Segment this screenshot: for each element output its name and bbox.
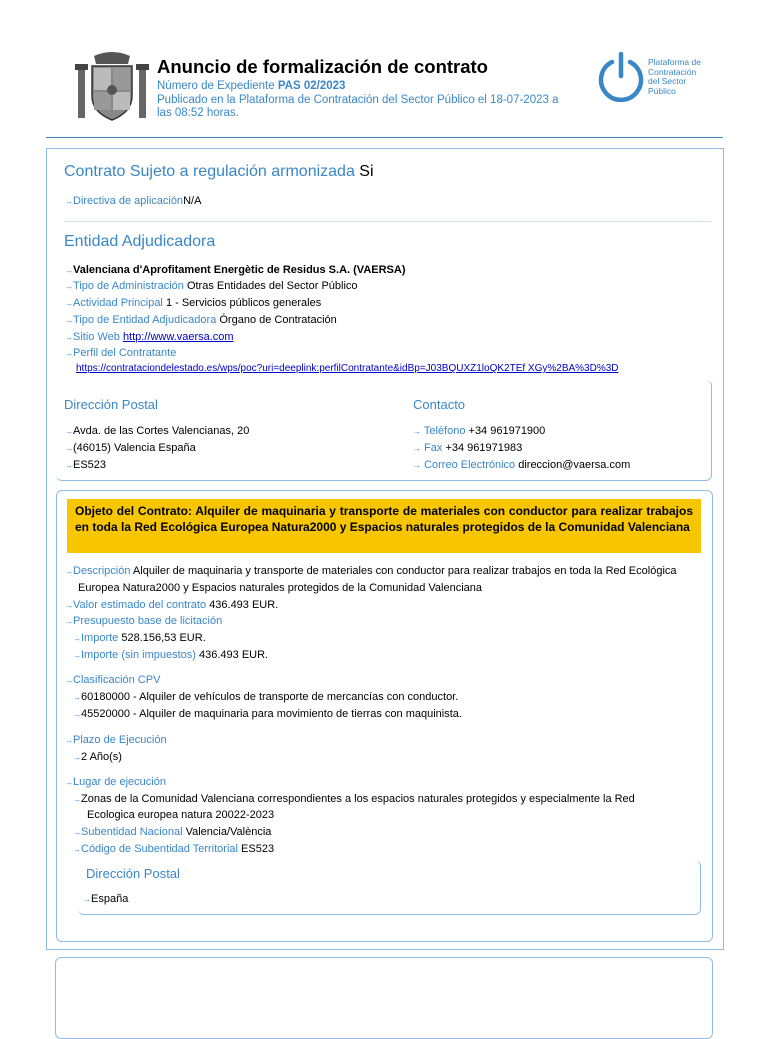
- direccion-line-2: →(46015) Valencia España: [65, 442, 196, 454]
- fax-row: → Fax +34 961971983: [413, 442, 523, 454]
- telefono-row: → Teléfono +34 961971900: [413, 425, 546, 437]
- importe-sin-impuestos-row: →Importe (sin impuestos) 436.493 EUR.: [73, 649, 269, 661]
- perfil-contratante-row: →Perfil del Contratante: [65, 347, 177, 359]
- direccion-line-3: →ES523: [65, 459, 107, 471]
- platform-logo-icon: [596, 52, 646, 102]
- cpv-item: →45520000 - Alquiler de maquinaria para movimiento de tierras con maquinista.: [73, 708, 462, 720]
- perfil-contratante-link[interactable]: https://contrataciondelestado.es/wps/poc?uri=deeplink:perfilContratante&idBp=J03BQUXZ1loQK2TEf XGy%2BA%3D%3D: [76, 363, 619, 374]
- descripcion-row: →Descripción Alquiler de maquinaria y transporte de materiales con conductor para realizar trabajos en toda la Red Ecológica: [65, 565, 677, 577]
- direccion-line-1: →Avda. de las Cortes Valencianas, 20: [65, 425, 250, 437]
- plazo-row: →Plazo de Ejecución: [65, 734, 167, 746]
- importe-row: →Importe 528.156,53 EUR.: [73, 632, 206, 644]
- perfil-contratante-link-row: [76, 362, 619, 376]
- sitio-web-row: →Sitio Web http://www.vaersa.com: [65, 331, 234, 343]
- subentidad-row: →Subentidad Nacional Valencia/València: [73, 826, 272, 838]
- sitio-web-link[interactable]: http://www.vaersa.com: [122, 331, 234, 343]
- entidad-name-row: →Valenciana d'Aprofitament Energètic de Residus S.A. (VAERSA): [65, 264, 406, 276]
- directiva-row: →Directiva de aplicaciónN/A: [65, 195, 202, 207]
- lugar-value-row: →Zonas de la Comunidad Valenciana correspondientes a los espacios naturales protegidos y especialmente la Red: [73, 793, 635, 805]
- correo-row: → Correo Electrónico direccion@vaersa.com: [413, 459, 631, 471]
- lugar-direccion-heading: Dirección Postal: [86, 866, 180, 881]
- coat-of-arms-icon: [72, 50, 152, 126]
- tipo-administracion-row: →Tipo de Administración Otras Entidades del Sector Público: [65, 280, 358, 292]
- plazo-value-row: →2 Año(s): [73, 751, 122, 763]
- publicado-line-2: las 08:52 horas.: [157, 107, 239, 119]
- contacto-heading: Contacto: [413, 397, 466, 412]
- page-title: Anuncio de formalización de contrato: [157, 56, 488, 77]
- publicado-line-1: Publicado en la Plataforma de Contratación del Sector Público el 18-07-2023 a: [157, 94, 559, 106]
- lugar-direccion-value: →España: [83, 893, 129, 905]
- tipo-entidad-row: →Tipo de Entidad Adjudicadora Órgano de Contratación: [65, 314, 337, 326]
- cpv-item: →60180000 - Alquiler de vehículos de transporte de mercancías con conductor.: [73, 691, 459, 703]
- regulacion-heading: Contrato Sujeto a regulación armonizada Si: [64, 163, 374, 180]
- valor-estimado-row: →Valor estimado del contrato 436.493 EUR.: [65, 599, 279, 611]
- expediente-line: Número de Expediente PAS 02/2023: [157, 80, 346, 92]
- presupuesto-row: →Presupuesto base de licitación: [65, 615, 223, 627]
- next-section-frame: [55, 957, 713, 1039]
- lugar-row: →Lugar de ejecución: [65, 776, 166, 788]
- objeto-title-banner: Objeto del Contrato: Alquiler de maquinaria y transporte de materiales con conductor para realizar trabajos en toda la Red Ecológica Europea Natura2000 y Espacios naturales protegidos de la Comunidad Valenciana: [67, 499, 701, 553]
- header-divider: [46, 137, 723, 138]
- direccion-heading: Dirección Postal: [64, 397, 158, 412]
- actividad-row: →Actividad Principal 1 - Servicios públicos generales: [65, 297, 322, 309]
- codigo-subentidad-row: →Código de Subentidad Territorial ES523: [73, 843, 275, 855]
- entidad-heading: Entidad Adjudicadora: [64, 233, 216, 250]
- section-divider: [64, 221, 712, 222]
- cpv-row: →Clasificación CPV: [65, 674, 161, 686]
- platform-logo-text: Plataforma de Contratación del Sector Público: [648, 57, 701, 96]
- lugar-value-row-2: Ecologica europea natura 20022-2023: [87, 809, 275, 821]
- descripcion-row-2: Europea Natura2000 y Espacios naturales protegidos de la Comunidad Valenciana: [78, 582, 483, 594]
